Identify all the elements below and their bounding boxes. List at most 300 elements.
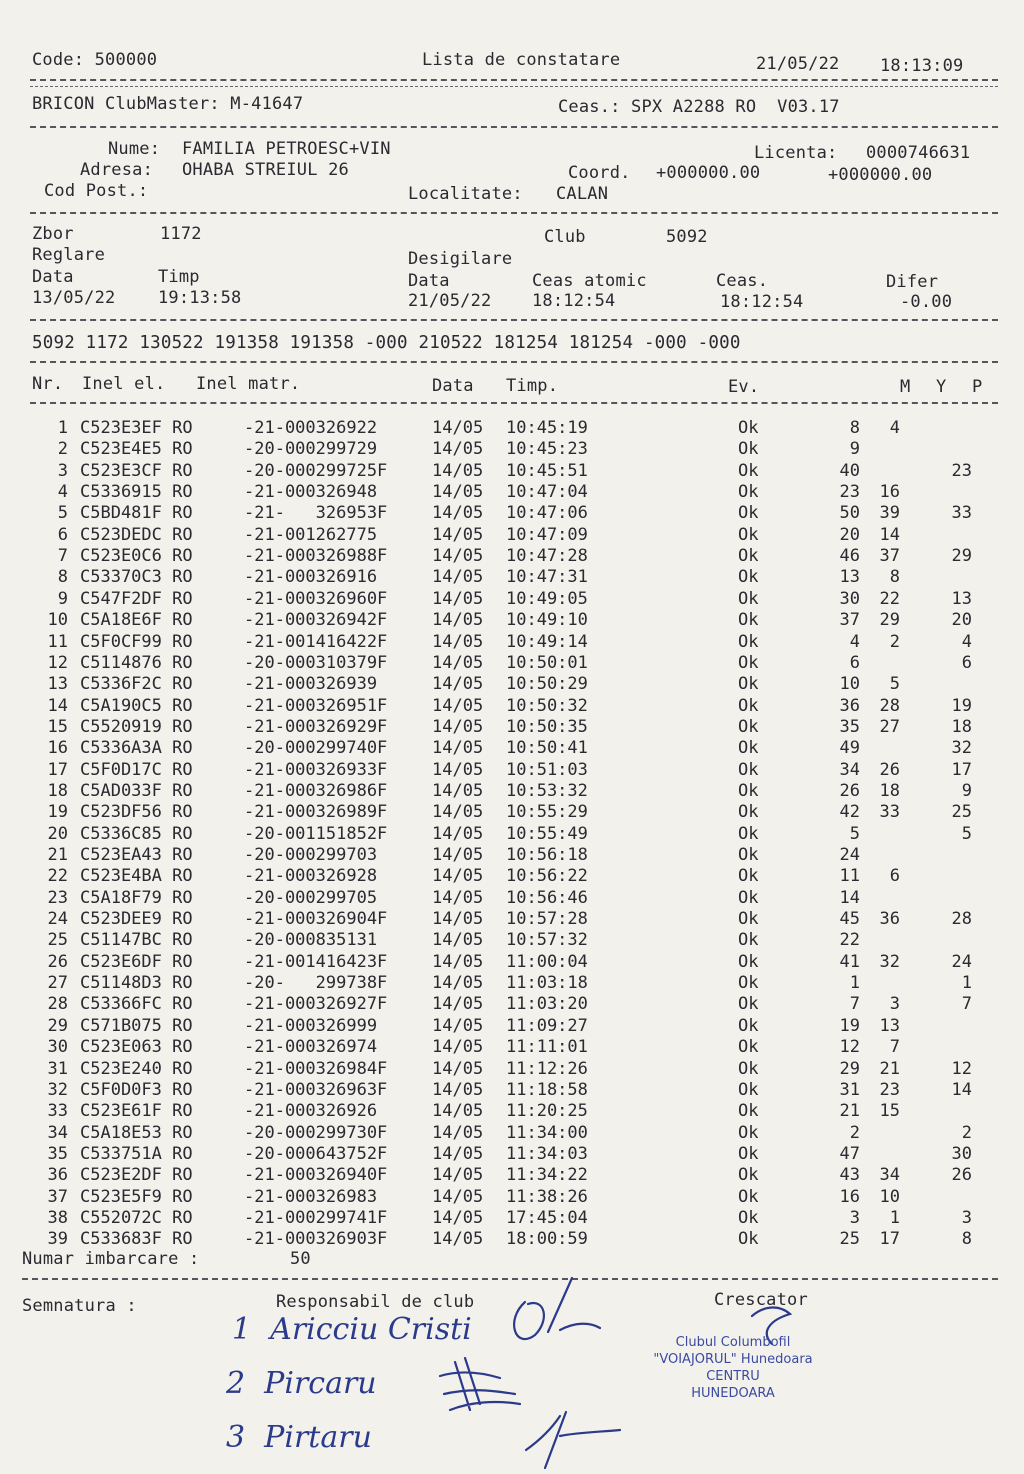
row-ring-el: C5F0D17C RO	[80, 759, 193, 780]
row-ev: Ok	[738, 1079, 759, 1100]
row-number: 7	[57, 546, 68, 567]
row-date: 14/05	[432, 780, 484, 801]
row-m: 2	[849, 1122, 860, 1143]
row-number: 35	[47, 1143, 68, 1164]
reglare-label: Reglare	[32, 245, 106, 265]
row-ev: Ok	[738, 674, 759, 695]
row-ring-el: C5520919 RO	[80, 716, 193, 737]
row-number: 19	[47, 802, 68, 823]
row-p: 3	[961, 1207, 972, 1228]
row-number: 14	[47, 695, 68, 716]
row-time: 10:47:06	[506, 503, 588, 524]
row-number: 26	[47, 951, 68, 972]
row-number: 18	[47, 780, 68, 801]
row-ring-matr: -21-000326986F	[244, 780, 388, 801]
row-p: 33	[951, 503, 972, 524]
row-ev: Ok	[738, 546, 759, 567]
row-number: 15	[47, 716, 68, 737]
row-ring-el: C5F0CF99 RO	[80, 631, 193, 652]
row-number: 3	[57, 460, 68, 481]
row-time: 11:03:18	[506, 973, 588, 994]
row-date: 14/05	[432, 482, 484, 503]
row-date: 14/05	[432, 994, 484, 1015]
row-p: 23	[951, 460, 972, 481]
col-data: Data	[432, 376, 474, 396]
row-ring-el: C5A18E53 RO	[80, 1122, 193, 1143]
row-number: 30	[47, 1037, 68, 1058]
row-y: 34	[879, 1165, 900, 1186]
row-time: 10:57:32	[506, 930, 588, 951]
row-time: 11:00:04	[506, 951, 588, 972]
row-ring-el: C552072C RO	[80, 1207, 193, 1228]
row-y: 8	[889, 567, 900, 588]
row-time: 10:57:28	[506, 909, 588, 930]
row-m: 50	[839, 503, 860, 524]
row-m: 9	[849, 439, 860, 460]
row-time: 10:50:01	[506, 652, 588, 673]
row-number: 23	[47, 887, 68, 908]
row-time: 10:50:32	[506, 695, 588, 716]
row-ring-el: C523E5F9 RO	[80, 1186, 193, 1207]
row-date: 14/05	[432, 652, 484, 673]
row-p: 20	[951, 610, 972, 631]
row-m: 45	[839, 909, 860, 930]
imbarcare-count: 50	[290, 1249, 311, 1269]
owner-name: FAMILIA PETROESC+VIN	[182, 139, 391, 159]
row-y: 10	[879, 1186, 900, 1207]
row-number: 10	[47, 610, 68, 631]
row-ev: Ok	[738, 802, 759, 823]
row-y: 36	[879, 909, 900, 930]
row-number: 9	[57, 588, 68, 609]
row-date: 14/05	[432, 546, 484, 567]
row-date: 14/05	[432, 845, 484, 865]
row-ring-el: C523E3EF RO	[80, 418, 193, 438]
row-ring-el: C5F0D0F3 RO	[80, 1079, 193, 1100]
row-time: 10:45:51	[506, 460, 588, 481]
row-m: 34	[839, 759, 860, 780]
row-ring-el: C5336915 RO	[80, 482, 193, 503]
print-time: 18:13:09	[880, 56, 964, 76]
row-y: 4	[889, 418, 900, 438]
row-m: 13	[839, 567, 860, 588]
row-m: 41	[839, 951, 860, 972]
row-number: 1	[57, 418, 68, 438]
row-ring-el: C523EA43 RO	[80, 845, 193, 865]
row-ring-matr: -21-000326963F	[244, 1079, 388, 1100]
license-label: Licenta:	[754, 143, 838, 163]
row-y: 17	[879, 1229, 900, 1250]
print-date: 21/05/22	[756, 54, 840, 74]
row-ring-matr: -21-000326948	[244, 482, 378, 503]
row-ring-el: C523E063 RO	[80, 1037, 193, 1058]
row-p: 28	[951, 909, 972, 930]
row-time: 11:34:00	[506, 1122, 588, 1143]
row-m: 49	[839, 738, 860, 759]
locality-label: Localitate:	[408, 184, 523, 204]
row-m: 47	[839, 1143, 860, 1164]
row-m: 37	[839, 610, 860, 631]
row-p: 19	[951, 695, 972, 716]
address-label: Adresa:	[80, 160, 154, 180]
difer-label: Difer	[886, 272, 939, 292]
row-ring-matr: -21-000326928	[244, 866, 378, 887]
row-number: 36	[47, 1165, 68, 1186]
row-date: 14/05	[432, 567, 484, 588]
row-ev: Ok	[738, 1037, 759, 1058]
row-time: 10:55:29	[506, 802, 588, 823]
zbor-label: Zbor	[32, 224, 74, 244]
row-ring-el: C523DEE9 RO	[80, 909, 193, 930]
row-time: 10:47:04	[506, 482, 588, 503]
row-date: 14/05	[432, 716, 484, 737]
reg-date: 13/05/22	[32, 288, 116, 308]
row-m: 12	[839, 1037, 860, 1058]
row-ev: Ok	[738, 695, 759, 716]
row-p: 1	[961, 973, 972, 994]
row-date: 14/05	[432, 887, 484, 908]
row-ring-matr: -21-000326940F	[244, 1165, 388, 1186]
row-p: 24	[951, 951, 972, 972]
row-ring-matr: -21-000326951F	[244, 695, 388, 716]
row-time: 10:55:49	[506, 823, 588, 844]
row-ring-matr: -21-000326989F	[244, 802, 388, 823]
row-date: 14/05	[432, 439, 484, 460]
row-m: 31	[839, 1079, 860, 1100]
name-label: Nume:	[108, 139, 161, 159]
code-line: 5092 1172 130522 191358 191358 -000 210522 181254 181254 -000 -000	[32, 333, 741, 353]
row-ev: Ok	[738, 887, 759, 908]
row-time: 10:50:29	[506, 674, 588, 695]
row-ring-matr: -21-000326984F	[244, 1058, 388, 1079]
row-ev: Ok	[738, 1122, 759, 1143]
row-time: 11:09:27	[506, 1015, 588, 1036]
row-ev: Ok	[738, 845, 759, 865]
row-ring-el: C5A190C5 RO	[80, 695, 193, 716]
row-date: 14/05	[432, 1101, 484, 1122]
row-number: 4	[57, 482, 68, 503]
row-p: 32	[951, 738, 972, 759]
row-date: 14/05	[432, 631, 484, 652]
row-ring-el: C5BD481F RO	[80, 503, 193, 524]
row-ring-matr: -21-000326974	[244, 1037, 378, 1058]
row-ev: Ok	[738, 482, 759, 503]
row-date: 14/05	[432, 695, 484, 716]
row-m: 8	[849, 418, 860, 438]
row-ring-matr: -21-000326916	[244, 567, 378, 588]
row-ring-matr: -21-000326929F	[244, 716, 388, 737]
row-date: 14/05	[432, 1122, 484, 1143]
ceas-time: 18:12:54	[720, 292, 804, 312]
owner-address: OHABA STREIUL 26	[182, 160, 349, 180]
row-date: 14/05	[432, 588, 484, 609]
row-ring-matr: -20-000299730F	[244, 1122, 388, 1143]
responsabil-label: Responsabil de club	[276, 1292, 475, 1312]
row-y: 22	[879, 588, 900, 609]
row-ev: Ok	[738, 1165, 759, 1186]
row-ev: Ok	[738, 823, 759, 844]
row-time: 10:49:05	[506, 588, 588, 609]
col-m: M	[900, 377, 911, 397]
row-number: 27	[47, 973, 68, 994]
row-m: 5	[849, 823, 860, 844]
row-time: 10:53:32	[506, 780, 588, 801]
col-ring-matr: Inel matr.	[196, 374, 301, 394]
row-m: 24	[839, 845, 860, 865]
row-ev: Ok	[738, 652, 759, 673]
atomic-time: 18:12:54	[532, 291, 616, 311]
row-number: 31	[47, 1058, 68, 1079]
des-date-label: Data	[408, 271, 450, 291]
row-ev: Ok	[738, 524, 759, 545]
row-y: 29	[879, 610, 900, 631]
row-m: 43	[839, 1165, 860, 1186]
row-m: 30	[839, 588, 860, 609]
row-ring-el: C5A18E6F RO	[80, 610, 193, 631]
row-number: 8	[57, 567, 68, 588]
row-m: 3	[849, 1207, 860, 1228]
row-y: 3	[889, 994, 900, 1015]
row-y: 1	[889, 1207, 900, 1228]
row-number: 2	[57, 439, 68, 460]
row-m: 42	[839, 802, 860, 823]
row-y: 21	[879, 1058, 900, 1079]
row-p: 8	[961, 1229, 972, 1250]
row-ring-matr: -21-000326926	[244, 1101, 378, 1122]
row-number: 22	[47, 866, 68, 887]
row-ev: Ok	[738, 951, 759, 972]
row-time: 10:49:14	[506, 631, 588, 652]
row-date: 14/05	[432, 1037, 484, 1058]
row-ring-matr: -20- 299738F	[244, 973, 388, 994]
row-p: 7	[961, 994, 972, 1015]
crescator-label: Crescator	[714, 1290, 808, 1310]
row-y: 28	[879, 695, 900, 716]
row-date: 14/05	[432, 1015, 484, 1036]
row-ev: Ok	[738, 780, 759, 801]
row-time: 11:11:01	[506, 1037, 588, 1058]
row-ring-el: C523E0C6 RO	[80, 546, 193, 567]
row-m: 40	[839, 460, 860, 481]
row-number: 37	[47, 1186, 68, 1207]
row-ev: Ok	[738, 994, 759, 1015]
row-y: 39	[879, 503, 900, 524]
row-number: 6	[57, 524, 68, 545]
row-date: 14/05	[432, 1143, 484, 1164]
stamp-line: CENTRU	[706, 1369, 760, 1384]
row-m: 14	[839, 887, 860, 908]
row-ring-el: C523E240 RO	[80, 1058, 193, 1079]
row-number: 29	[47, 1015, 68, 1036]
club-number: 5092	[666, 227, 708, 247]
stamp-line: HUNEDOARA	[691, 1386, 775, 1401]
reg-time: 19:13:58	[158, 288, 242, 308]
row-number: 33	[47, 1101, 68, 1122]
row-m: 22	[839, 930, 860, 951]
row-m: 6	[849, 652, 860, 673]
row-ring-matr: -20-000299703	[244, 845, 378, 865]
row-ring-matr: -21-000326927F	[244, 994, 388, 1015]
row-time: 10:56:46	[506, 887, 588, 908]
atomic-label: Ceas atomic	[532, 271, 647, 291]
row-number: 34	[47, 1122, 68, 1143]
row-m: 20	[839, 524, 860, 545]
desigilare-label: Desigilare	[408, 249, 513, 269]
row-ring-el: C571B075 RO	[80, 1015, 193, 1036]
row-m: 4	[849, 631, 860, 652]
row-date: 14/05	[432, 738, 484, 759]
row-p: 29	[951, 546, 972, 567]
row-ring-el: C523E6DF RO	[80, 951, 193, 972]
clock-id: Ceas.: SPX A2288 RO V03.17	[558, 97, 840, 117]
row-date: 14/05	[432, 503, 484, 524]
row-time: 11:03:20	[506, 994, 588, 1015]
col-ring-el: Inel el.	[82, 374, 166, 394]
row-ring-el: C533683F RO	[80, 1229, 193, 1250]
imbarcare-label: Numar imbarcare :	[22, 1249, 200, 1269]
row-ev: Ok	[738, 460, 759, 481]
row-ring-matr: -21-000326922	[244, 418, 378, 438]
col-ev: Ev.	[728, 377, 760, 397]
row-p: 4	[961, 631, 972, 652]
row-ring-matr: -20-001151852F	[244, 823, 388, 844]
row-number: 5	[57, 503, 68, 524]
row-ring-matr: -21-000326933F	[244, 759, 388, 780]
row-date: 14/05	[432, 524, 484, 545]
row-time: 10:51:03	[506, 759, 588, 780]
row-ev: Ok	[738, 1229, 759, 1250]
row-ring-matr: -21-000326939	[244, 674, 378, 695]
row-y: 14	[879, 524, 900, 545]
row-ring-el: C547F2DF RO	[80, 588, 193, 609]
semnatura-label: Semnatura :	[22, 1296, 137, 1316]
row-time: 10:45:23	[506, 439, 588, 460]
des-date: 21/05/22	[408, 291, 492, 311]
row-ring-matr: -21- 326953F	[244, 503, 388, 524]
row-number: 11	[47, 631, 68, 652]
row-time: 10:56:22	[506, 866, 588, 887]
row-p: 14	[951, 1079, 972, 1100]
row-ring-matr: -20-000299740F	[244, 738, 388, 759]
row-ev: Ok	[738, 610, 759, 631]
row-ev: Ok	[738, 759, 759, 780]
row-ev: Ok	[738, 738, 759, 759]
row-ring-matr: -20-000310379F	[244, 652, 388, 673]
row-ring-el: C523E4E5 RO	[80, 439, 193, 460]
row-p: 13	[951, 588, 972, 609]
row-ring-matr: -21-001416423F	[244, 951, 388, 972]
row-y: 16	[879, 482, 900, 503]
row-ring-matr: -20-000299725F	[244, 460, 388, 481]
row-m: 10	[839, 674, 860, 695]
row-time: 11:18:58	[506, 1079, 588, 1100]
row-y: 2	[889, 631, 900, 652]
row-m: 29	[839, 1058, 860, 1079]
row-ring-el: C523DEDC RO	[80, 524, 193, 545]
stamp-line: Clubul Columbofil	[675, 1335, 791, 1350]
row-y: 23	[879, 1079, 900, 1100]
row-date: 14/05	[432, 802, 484, 823]
row-date: 14/05	[432, 951, 484, 972]
row-date: 14/05	[432, 460, 484, 481]
row-y: 27	[879, 716, 900, 737]
row-date: 14/05	[432, 909, 484, 930]
row-time: 11:34:03	[506, 1143, 588, 1164]
row-date: 14/05	[432, 759, 484, 780]
row-ev: Ok	[738, 439, 759, 460]
handwritten-signature-2: 2 Pircaru	[226, 1366, 377, 1401]
row-number: 16	[47, 738, 68, 759]
row-date: 14/05	[432, 1058, 484, 1079]
report-code: Code: 500000	[32, 50, 158, 70]
row-y: 15	[879, 1101, 900, 1122]
row-y: 5	[889, 674, 900, 695]
row-ev: Ok	[738, 588, 759, 609]
reg-date-label: Data	[32, 267, 74, 287]
row-ring-el: C5114876 RO	[80, 652, 193, 673]
row-ring-matr: -21-000326904F	[244, 909, 388, 930]
col-y: Y	[936, 377, 947, 397]
row-date: 14/05	[432, 1229, 484, 1250]
row-ring-el: C51147BC RO	[80, 930, 193, 951]
row-m: 21	[839, 1101, 860, 1122]
row-ring-matr: -21-000299741F	[244, 1207, 388, 1228]
row-time: 10:45:19	[506, 418, 588, 438]
row-number: 21	[47, 845, 68, 865]
row-time: 11:34:22	[506, 1165, 588, 1186]
row-y: 13	[879, 1015, 900, 1036]
row-ring-el: C523E61F RO	[80, 1101, 193, 1122]
row-date: 14/05	[432, 1079, 484, 1100]
row-ev: Ok	[738, 973, 759, 994]
row-ring-matr: -21-001262775	[244, 524, 378, 545]
row-ev: Ok	[738, 1143, 759, 1164]
row-p: 17	[951, 759, 972, 780]
row-m: 25	[839, 1229, 860, 1250]
coord-lon: +000000.00	[828, 165, 933, 185]
row-ring-el: C523E4BA RO	[80, 866, 193, 887]
row-m: 7	[849, 994, 860, 1015]
row-time: 10:47:09	[506, 524, 588, 545]
row-p: 18	[951, 716, 972, 737]
row-number: 13	[47, 674, 68, 695]
col-timp: Timp.	[506, 376, 559, 396]
row-y: 33	[879, 802, 900, 823]
coord-lat: +000000.00	[656, 163, 761, 183]
row-time: 10:50:41	[506, 738, 588, 759]
row-ring-matr: -20-000299705	[244, 887, 378, 908]
row-ring-el: C5336F2C RO	[80, 674, 193, 695]
row-ring-el: C5A18F79 RO	[80, 887, 193, 908]
row-p: 9	[961, 780, 972, 801]
row-m: 36	[839, 695, 860, 716]
row-m: 19	[839, 1015, 860, 1036]
row-ring-matr: -21-000326942F	[244, 610, 388, 631]
row-ring-matr: -21-000326983	[244, 1186, 378, 1207]
row-time: 11:20:25	[506, 1101, 588, 1122]
row-time: 11:38:26	[506, 1186, 588, 1207]
row-date: 14/05	[432, 674, 484, 695]
row-p: 5	[961, 823, 972, 844]
row-ev: Ok	[738, 866, 759, 887]
row-m: 11	[839, 866, 860, 887]
row-ev: Ok	[738, 909, 759, 930]
row-ring-matr: -21-000326988F	[244, 546, 388, 567]
row-ring-matr: -21-000326999	[244, 1015, 378, 1036]
row-ev: Ok	[738, 1207, 759, 1228]
row-ring-matr: -20-000299729	[244, 439, 378, 460]
row-y: 6	[889, 866, 900, 887]
